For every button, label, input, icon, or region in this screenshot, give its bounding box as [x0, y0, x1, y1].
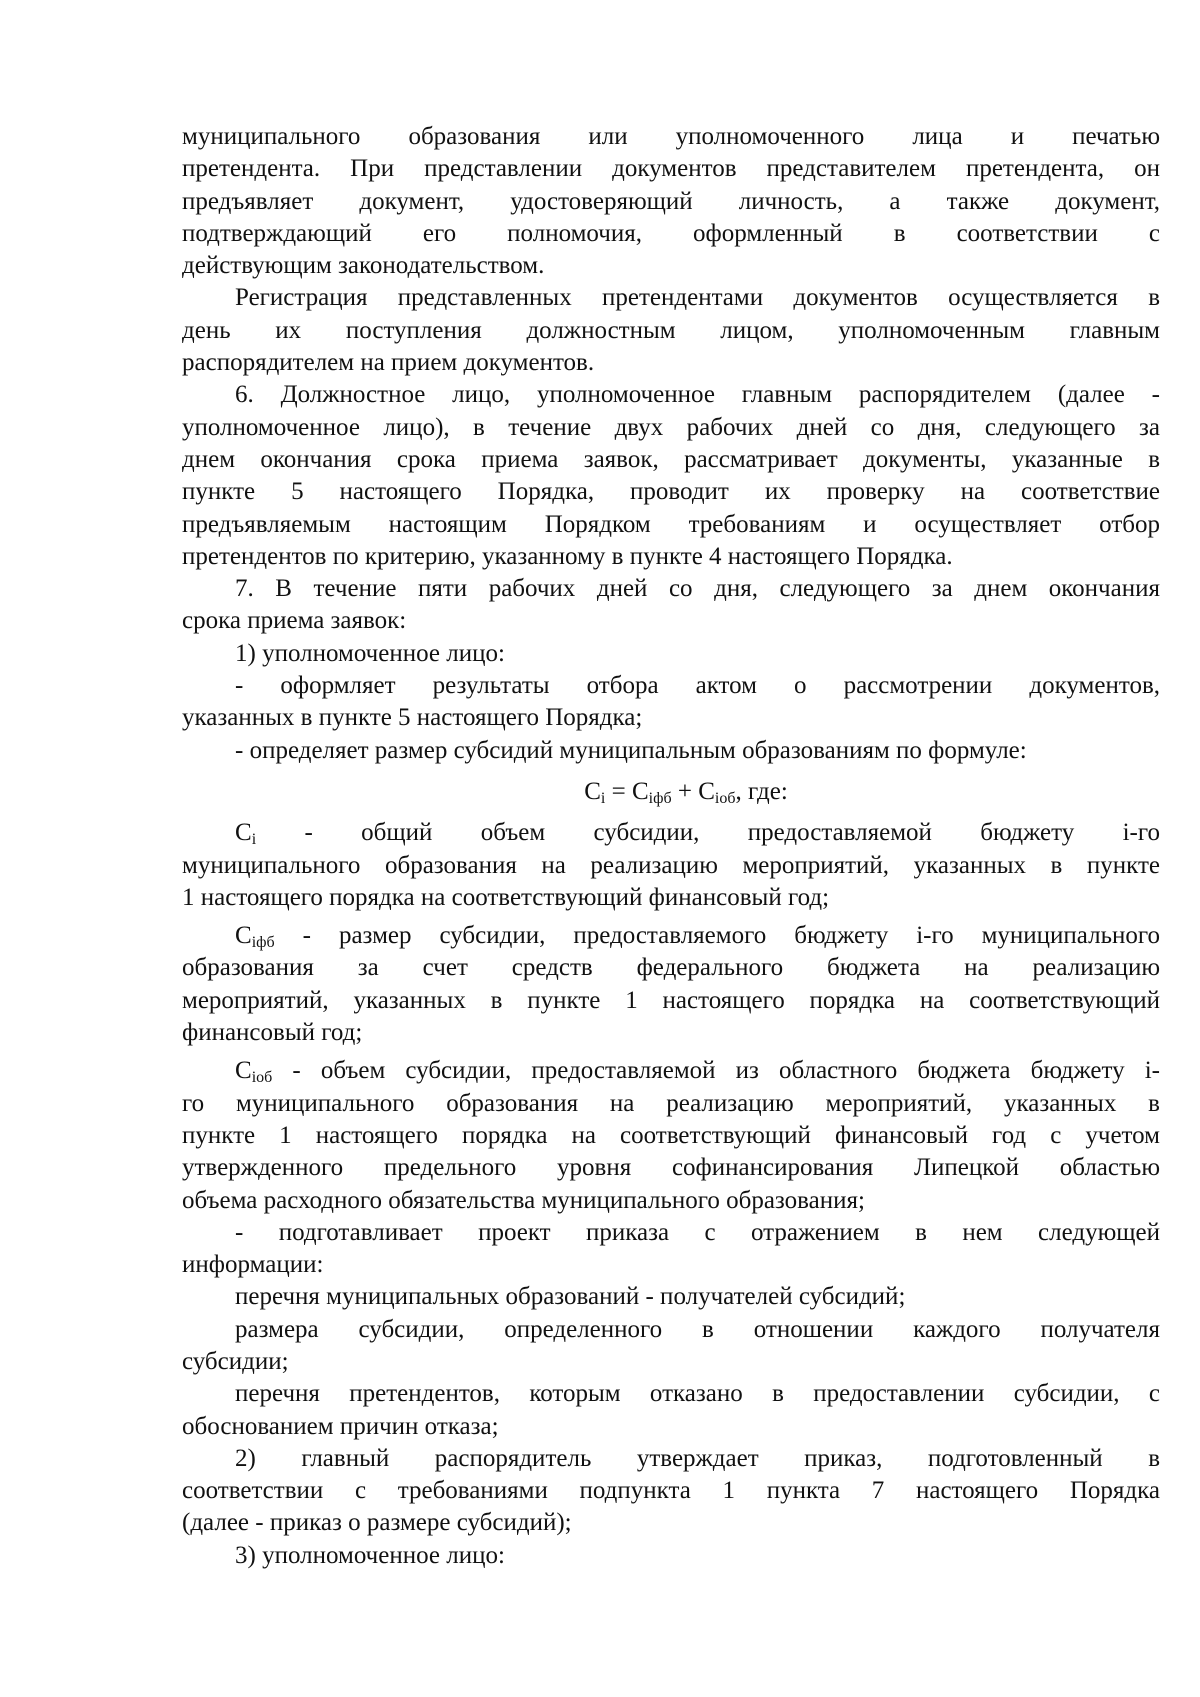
paragraph: [182, 121, 1160, 282]
symbol-c: C: [235, 922, 252, 950]
text-line: финансовый год;: [182, 1019, 363, 1047]
formula-tail: , где:: [735, 777, 788, 805]
text-line: подтверждающий его полномочия, оформленный в соответствии с: [182, 219, 1160, 247]
line-text: - размер субсидии, предоставляемого бюджету i-го муниципального: [302, 922, 1161, 950]
text-line: соответствии с требованиями подпункта 1 пункта 7 настоящего Порядка: [182, 1477, 1160, 1505]
symbol-sub: iфб: [251, 934, 275, 952]
text-line: размера субсидии, определенного в отношении каждого получателя: [235, 1315, 1160, 1343]
text-line: 2) главный распорядитель утверждает приказ, подготовленный в: [235, 1444, 1160, 1472]
paragraph: [182, 1378, 1160, 1443]
text-line: мероприятий, указанных в пункте 1 настоящего порядка на соответствующий: [182, 986, 1160, 1014]
text-line: обоснованием причин отказа;: [182, 1412, 499, 1440]
text-line: - подготавливает проект приказа с отражением в нем следующей: [235, 1218, 1160, 1246]
text-line: объема расходного обязательства муниципального образования;: [182, 1186, 865, 1214]
symbol-sub: iоб: [251, 1069, 273, 1087]
text-line: срока приема заявок:: [182, 607, 407, 635]
text-line: утвержденного предельного уровня софинансирования Липецкой областью: [182, 1154, 1160, 1182]
definition-ci: [182, 817, 1160, 914]
subsidy-formula: [182, 776, 1160, 808]
definition-cifb: [182, 920, 1160, 1049]
text-line: 7. В течение пяти рабочих дней со дня, следующего за днем окончания: [235, 575, 1160, 603]
symbol-c: C: [235, 819, 252, 847]
paragraph: [182, 1217, 1160, 1282]
formula-c: C: [631, 777, 649, 805]
text-line: Регистрация представленных претендентами документов осуществляется в: [235, 284, 1160, 312]
text-line: [182, 817, 1160, 849]
paragraph: [182, 282, 1160, 379]
text-line: 3) уполномоченное лицо:: [235, 1541, 505, 1569]
text-line: 1) уполномоченное лицо:: [235, 639, 505, 667]
formula-plus: +: [671, 777, 699, 805]
line-text: - общий объем субсидии, предоставляемой бюджету i-го: [304, 819, 1160, 847]
paragraph: [182, 735, 1160, 767]
formula-c: C: [584, 777, 601, 805]
subitem-1: [182, 638, 1160, 670]
text-line: образования за счет средств федерального бюджета на реализацию: [182, 954, 1160, 982]
text-line: распорядителем на прием документов.: [182, 349, 595, 377]
paragraph-item-7: [182, 573, 1160, 638]
text-line: - определяет размер субсидий муниципальным образованиям по формуле:: [235, 736, 1027, 764]
formula-sub-i: i: [600, 789, 606, 807]
text-line: днем окончания срока приема заявок, рассматривает документы, указанные в: [182, 445, 1160, 473]
text-line: го муниципального образования на реализацию мероприятий, указанных в: [182, 1089, 1160, 1117]
definition-ciob: [182, 1055, 1160, 1216]
formula-sub-iob: iоб: [714, 789, 736, 807]
text-line: пункте 5 настоящего Порядка, проводит их проверку на соответствие: [182, 478, 1160, 506]
formula-c: C: [698, 777, 715, 805]
text-line: предъявляемым настоящим Порядком требованиям и осуществляет отбор: [182, 510, 1160, 538]
text-line: перечня муниципальных образований - получателей субсидий;: [235, 1283, 906, 1311]
symbol-c: C: [235, 1057, 252, 1085]
line-text: - объем субсидии, предоставляемой из областного бюджета бюджету i-: [292, 1057, 1161, 1085]
text-line: муниципального образования или уполномоченного лица и печатью: [182, 123, 1160, 150]
paragraph: [182, 670, 1160, 735]
subitem-2: [182, 1443, 1160, 1540]
text-line: (далее - приказ о размере субсидий);: [182, 1509, 572, 1537]
text-line: муниципального образования на реализацию мероприятий, указанных в пункте: [182, 851, 1160, 879]
formula-sub-ifb: iфб: [648, 789, 672, 807]
text-line: указанных в пункте 5 настоящего Порядка;: [182, 704, 643, 732]
paragraph-item-6: [182, 379, 1160, 573]
document-page: [182, 121, 1160, 1572]
text-line: 6. Должностное лицо, уполномоченное главным распорядителем (далее -: [235, 381, 1160, 409]
text-line: действующим законодательством.: [182, 252, 545, 280]
symbol-sub: i: [251, 831, 257, 849]
text-line: информации:: [182, 1251, 324, 1279]
subitem-3: [182, 1540, 1160, 1572]
paragraph: [182, 1314, 1160, 1379]
text-line: 1 настоящего порядка на соответствующий финансовый год;: [182, 883, 830, 911]
text-line: претендентов по критерию, указанному в пункте 4 настоящего Порядка.: [182, 542, 953, 570]
paragraph: [182, 1281, 1160, 1313]
text-line: пункте 1 настоящего порядка на соответствующий финансовый год с учетом: [182, 1121, 1160, 1149]
text-line: день их поступления должностным лицом, уполномоченным главным: [182, 316, 1160, 344]
text-line: уполномоченное лицо), в течение двух рабочих дней со дня, следующего за: [182, 413, 1160, 441]
text-line: перечня претендентов, которым отказано в предоставлении субсидии, с: [235, 1380, 1160, 1408]
text-line: - оформляет результаты отбора актом о рассмотрении документов,: [235, 672, 1160, 700]
text-line: [182, 920, 1160, 952]
formula-equals: =: [605, 777, 632, 805]
text-line: предъявляет документ, удостоверяющий личность, а также документ,: [182, 187, 1160, 215]
text-line: субсидии;: [182, 1347, 289, 1375]
text-line: претендента. При представлении документов представителем претендента, он: [182, 155, 1160, 183]
text-line: [182, 1055, 1160, 1087]
